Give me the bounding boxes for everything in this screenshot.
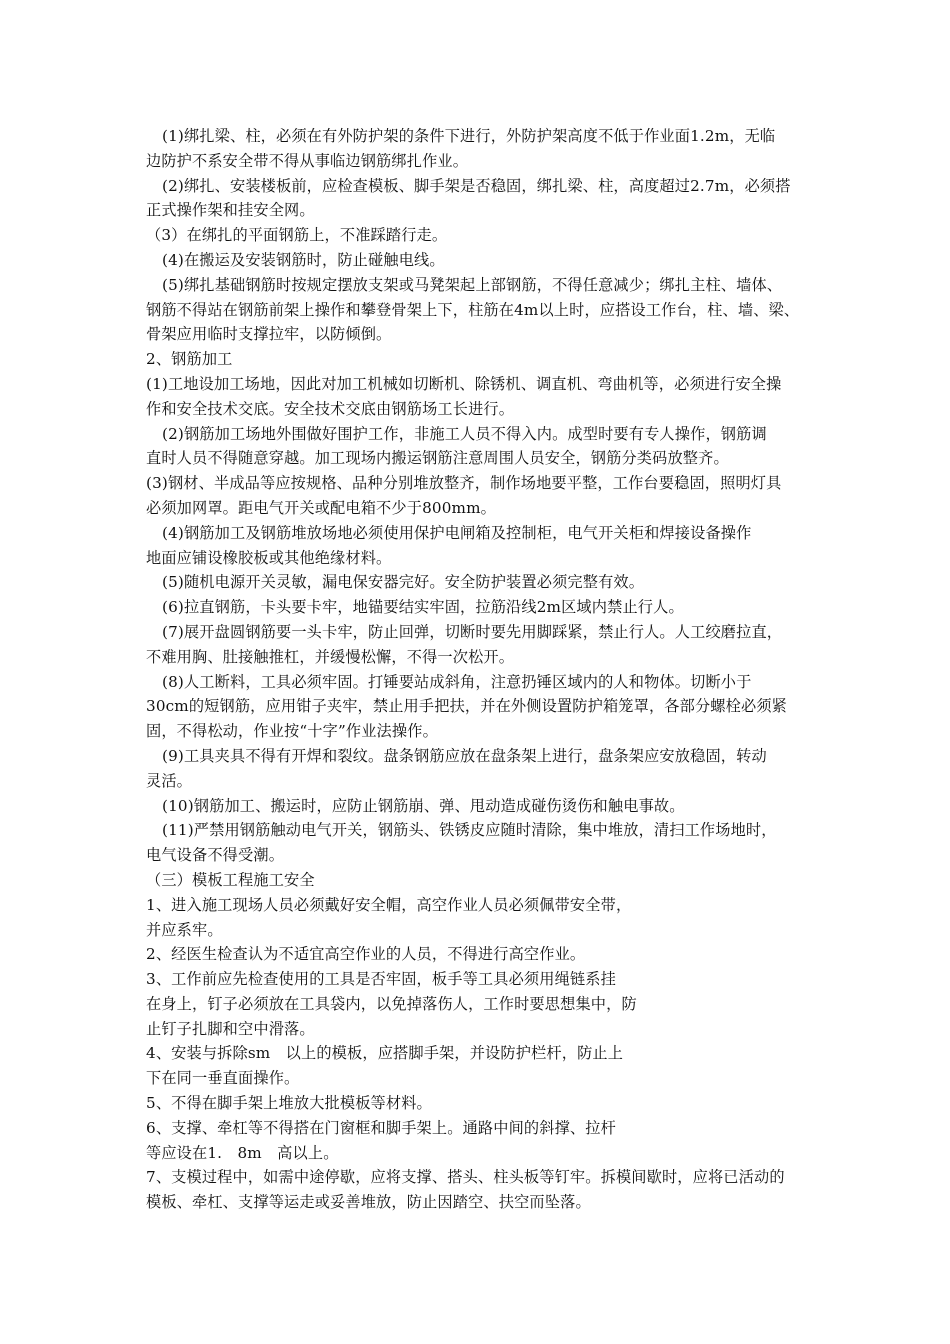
text-line: (5)绑扎基础钢筋时按规定摆放支架或马凳架起上部钢筋，不得任意减少；绑扎主柱、墙体、 [162, 275, 783, 294]
text-line: (2)绑扎、安装楼板前，应检查模板、脚手架是否稳固，绑扎梁、柱，高度超过2.7m，必须搭 [162, 176, 791, 195]
document-body [146, 124, 826, 1215]
text-line: 灵活。 [146, 771, 193, 790]
text-line: (4)在搬运及安装钢筋时，防止碰触电线。 [162, 250, 445, 269]
text-line: 直时人员不得随意穿越。加工现场内搬运钢筋注意周围人员安全，钢筋分类码放整齐。 [146, 449, 729, 468]
text-line: (3)钢材、半成品等应按规格、品种分别堆放整齐，制作场地要平整，工作台要稳固，照明灯具 [146, 474, 782, 493]
text-line: (1)工地设加工场地，因此对加工机械如切断机、除锈机、调直机、弯曲机等，必须进行安全操 [146, 374, 782, 393]
text-line: (2)钢筋加工场地外围做好围护工作，非施工人员不得入内。成型时要有专人操作，钢筋调 [162, 424, 767, 443]
text-line: 2、经医生检查认为不适宜高空作业的人员，不得进行高空作业。 [146, 945, 586, 964]
text-line: 固，不得松动，作业按“十字”作业法操作。 [146, 722, 438, 741]
text-line: 不难用胸、肚接触推杠，并缓慢松懈，不得一次松开。 [146, 647, 515, 666]
text-line: (8)人工断料，工具必须牢固。打锤要站成斜角，注意扔锤区域内的人和物体。切断小于 [162, 672, 752, 691]
text-line: 在身上，钉子必须放在工具袋内，以免掉落伤人，工作时要思想集中，防 [146, 994, 637, 1013]
text-line: 并应系牢。 [146, 920, 223, 939]
text-line: (4)钢筋加工及钢筋堆放场地必须使用保护电闸箱及控制柜，电气开关柜和焊接设备操作 [162, 523, 752, 542]
text-line: (9)工具夹具不得有开焊和裂纹。盘条钢筋应放在盘条架上进行，盘条架应安放稳固，转动 [162, 746, 767, 765]
text-line: (11)严禁用钢筋触动电气开关，钢筋头、铁锈皮应随时清除，集中堆放，清扫工作场地时， [162, 821, 777, 840]
text-line: 电气设备不得受潮。 [146, 846, 285, 865]
text-line: 5、不得在脚手架上堆放大批模板等材料。 [146, 1094, 432, 1113]
text-line: (6)拉直钢筋，卡头要卡牢，地锚要结实牢固，拉筋沿线2m区域内禁止行人。 [162, 598, 684, 617]
text-line: 止钉子扎脚和空中滑落。 [146, 1019, 315, 1038]
text-line: 必须加网罩。距电气开关或配电箱不少于800mm。 [146, 498, 496, 517]
text-line: （3）在绑扎的平面钢筋上，不准踩踏行走。 [146, 226, 448, 245]
text-line: 3、工作前应先检查使用的工具是否牢固，板手等工具必须用绳链系挂 [146, 970, 616, 989]
text-line: 钢筋不得站在钢筋前架上操作和攀登骨架上下，柱筋在4m以上时，应搭设工作台，柱、墙、梁、 [146, 300, 800, 319]
text-line: (7)展开盘圆钢筋要一头卡牢，防止回弹，切断时要先用脚踩紧，禁止行人。人工绞磨拉直， [162, 622, 783, 641]
text-line: 2、钢筋加工 [146, 350, 233, 369]
text-line: 4、安装与拆除sm 以上的模板，应搭脚手架，并设防护栏杆，防止上 [146, 1044, 624, 1063]
text-line: 等应设在1. 8m 高以上。 [146, 1143, 339, 1162]
text-line: 骨架应用临时支撑拉牢，以防倾倒。 [146, 325, 392, 344]
text-line: 6、支撑、牵杠等不得搭在门窗框和脚手架上。通路中间的斜撑、拉杆 [146, 1118, 616, 1137]
text-line: 边防护不系安全带不得从事临边钢筋绑扎作业。 [146, 151, 469, 170]
text-line: 作和安全技术交底。安全技术交底由钢筋场工长进行。 [146, 399, 515, 418]
text-line: (1)绑扎梁、柱，必须在有外防护架的条件下进行，外防护架高度不低于作业面1.2m，无临 [162, 127, 776, 145]
text-line: 模板、牵杠、支撑等运走或妥善堆放，防止因踏空、扶空而坠落。 [146, 1193, 591, 1212]
text-line: 地面应铺设橡胶板或其他绝缘材料。 [146, 548, 392, 567]
text-line: 7、支模过程中，如需中途停歇，应将支撑、搭头、柱头板等钉牢。拆模间歇时，应将已活动的 [146, 1168, 785, 1187]
text-line: （三）模板工程施工安全 [146, 870, 315, 889]
text-line: 下在同一垂直面操作。 [146, 1069, 300, 1088]
text-line: (10)钢筋加工、搬运时，应防止钢筋崩、弹、甩动造成碰伤烫伤和触电事故。 [162, 796, 685, 815]
text-line: 30cm的短钢筋，应用钳子夹牢，禁止用手把扶，并在外侧设置防护箱笼罩，各部分螺栓必须紧 [146, 697, 787, 716]
text-line: 正式操作架和挂安全网。 [146, 201, 315, 220]
text-line: (5)随机电源开关灵敏，漏电保安器完好。安全防护装置必须完整有效。 [162, 573, 645, 592]
text-line: 1、进入施工现场人员必须戴好安全帽，高空作业人员必须佩带安全带， [146, 895, 632, 914]
